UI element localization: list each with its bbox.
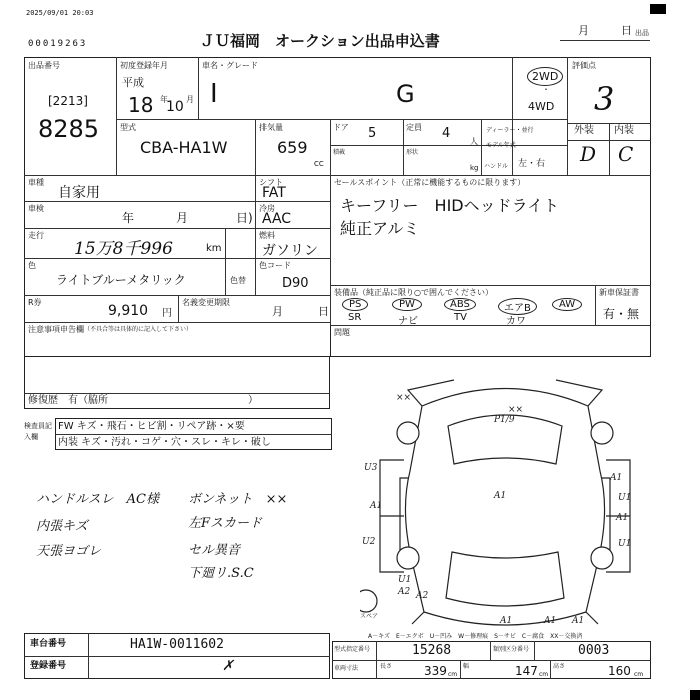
name-change-month: 月	[272, 305, 283, 318]
notes-label: 注意事項申告欄	[28, 325, 84, 334]
listing-bracket-code: [2213]	[48, 94, 88, 108]
car-damage-diagram	[360, 376, 650, 632]
aircon-label: 冷房	[259, 204, 275, 213]
equipment-bottom-label: TV	[454, 312, 467, 323]
handwritten-note: ボンネット ××	[188, 492, 288, 507]
damage-mark: ××	[396, 393, 412, 403]
width-label: 幅	[463, 663, 470, 670]
model-year-label: モデル年式	[486, 142, 516, 149]
sales-points-line1: キーフリー HIDヘッドライト	[340, 196, 560, 215]
registration-label: 初度登録年月	[120, 61, 168, 70]
registration-month: 10	[166, 99, 184, 115]
timestamp: 2025/09/01 20:03	[26, 9, 94, 17]
mileage-unit: km	[206, 243, 222, 254]
usage-value: 自家用	[58, 185, 100, 201]
damage-mark: U1	[618, 539, 632, 549]
width-value: 147	[515, 664, 538, 678]
vehicle-name-label: 車名・グレード	[202, 61, 258, 70]
recycle-label: R券	[28, 298, 42, 307]
recycle-value: 9,910	[108, 303, 149, 319]
inspection-month: 月	[176, 211, 189, 225]
drive-2wd: 2WD	[527, 67, 563, 86]
equipment-item-aw	[550, 298, 590, 324]
legend-row2: 内装 キズ・汚れ・コゲ・穴・スレ・キレ・破し	[58, 437, 271, 448]
evaluation-label: 評価点	[572, 61, 596, 70]
chassis-label: 車台番号	[30, 639, 67, 649]
fuel-label: 燃料	[259, 231, 275, 240]
registration-mark-top-right	[650, 4, 666, 14]
equipment-item-pw	[388, 298, 430, 327]
aircon-value: AAC	[262, 211, 292, 227]
equipment-top-label: ABS	[444, 298, 476, 311]
spare-tire	[360, 590, 377, 612]
name-change-label: 名義変更期限	[182, 298, 230, 307]
weight-label: 形状	[406, 149, 419, 156]
damage-mark: A2	[416, 591, 429, 601]
handwritten-note: 内張キズ	[36, 519, 88, 534]
mileage-value: 15万8千996	[74, 239, 173, 259]
load-label: 積載	[333, 149, 346, 156]
damage-mark: A1	[370, 501, 383, 511]
length-label: 長さ	[380, 663, 393, 670]
rear-window-outline	[446, 552, 564, 606]
color-code-label: 色コード	[259, 261, 291, 270]
doors-label: ドア	[333, 123, 349, 132]
displacement: 659	[277, 138, 308, 157]
vehicle-name: I	[210, 79, 218, 109]
serial-number: 00019263	[28, 39, 88, 49]
handle-label: ハンドル	[484, 163, 509, 170]
repair-close: ）	[248, 395, 258, 406]
damage-mark: A1	[616, 513, 629, 523]
registration-era: 平成	[122, 76, 144, 89]
recycle-unit: 円	[162, 308, 172, 319]
equipment-bottom-label: SR	[348, 312, 362, 323]
handwritten-note: ハンドルスレ AC様	[36, 492, 159, 507]
damage-mark: U3	[364, 463, 378, 473]
damage-mark: A1	[494, 491, 507, 501]
mileage-label: 走行	[28, 231, 44, 240]
class-label: 類別区分番号	[493, 646, 530, 653]
inspector-label: 検査員記入欄	[24, 422, 52, 441]
damage-mark: A1	[572, 616, 585, 626]
model-label: 型式	[120, 123, 136, 132]
registration-year-unit: 年	[160, 95, 168, 104]
shift-label: シフト	[259, 178, 283, 187]
new-car-warranty-label: 新車保証書	[599, 288, 639, 297]
inspection-label: 車検	[28, 204, 44, 213]
capacity-label: 定員	[406, 123, 422, 132]
drive-separator: ・	[542, 85, 550, 94]
exterior-grade: D	[580, 142, 597, 166]
height-label: 高さ	[553, 663, 566, 670]
class-number: 0003	[578, 643, 610, 658]
listing-number-label: 出品番号	[28, 61, 60, 70]
equipment-label: 装備品（純正品に限り○で囲んでください）	[334, 288, 493, 297]
handwritten-note: 左Fスカード	[188, 516, 263, 531]
equipment-bottom-label: ナビ	[398, 316, 418, 327]
damage-mark: U1	[398, 575, 412, 585]
exterior-label: 外装	[574, 125, 594, 136]
usage-label: 車種	[28, 178, 44, 187]
dims-label: 車両寸法	[334, 665, 359, 672]
handwritten-note: セル異音	[188, 543, 241, 558]
equipment-item-airbag	[496, 298, 540, 327]
model-code: CBA-HA1W	[140, 138, 228, 157]
equipment-bottom-label: カワ	[506, 316, 526, 327]
date-suffix: 出品	[635, 29, 649, 37]
damage-mark: A1	[610, 473, 623, 483]
equipment-item-ps	[338, 298, 380, 324]
interior-label: 内装	[614, 125, 634, 136]
wheel-rear-right	[591, 547, 613, 569]
new-car-warranty-value: 有・無	[603, 307, 640, 321]
width-unit: cm	[539, 671, 549, 678]
length-unit: cm	[448, 671, 458, 678]
color-code: D90	[282, 276, 309, 291]
length-value: 339	[424, 664, 447, 678]
displacement-label: 排気量	[259, 123, 283, 132]
issues-frame	[330, 325, 651, 357]
capacity: 4	[442, 126, 451, 141]
damage-mark: U1	[618, 493, 632, 503]
date-day: 日	[621, 24, 632, 37]
damage-mark: A1	[500, 616, 513, 626]
handwritten-note: 天張ヨゴレ	[36, 544, 102, 559]
equipment-top-label: AW	[552, 298, 582, 311]
notes-hint: （不具合等は具体的に記入して下さい）	[84, 326, 193, 333]
damage-mark: P1/9	[494, 415, 515, 425]
date-month: 月	[578, 24, 589, 37]
damage-legend: A－キズ E－エクボ U－凹み W－修理痕 S－サビ C－腐食 XX－交換済	[368, 633, 583, 640]
sales-points-label: セールスポイント（正常に機能するものに限ります）	[334, 178, 526, 187]
inspection-year: 年	[122, 211, 135, 225]
plate-label: 登録番号	[30, 661, 67, 671]
kg-unit: kg	[470, 164, 479, 172]
auth-label: 型式指定番号	[334, 646, 371, 653]
handle-value: 左・右	[518, 159, 546, 169]
equipment-top-label: PS	[342, 298, 368, 311]
listing-number: 8285	[38, 115, 100, 143]
chassis-number: HA1W-0011602	[130, 637, 224, 652]
damage-mark: ××	[508, 405, 524, 415]
capacity-unit: 人	[470, 137, 478, 146]
registration-month-unit: 月	[186, 95, 194, 104]
issues-label: 問題	[334, 328, 350, 337]
color-value: ライトブルーメタリック	[56, 273, 186, 287]
vehicle-grade: G	[396, 80, 415, 108]
wheel-front-left	[397, 422, 419, 444]
registration-year: 18	[128, 93, 154, 117]
height-unit: cm	[634, 671, 644, 678]
color-label: 色	[28, 261, 36, 270]
dealer-label: ディーラー・並行	[486, 127, 534, 134]
doors: 5	[368, 126, 377, 141]
damage-mark: U2	[362, 537, 376, 547]
wheel-rear-left	[397, 547, 419, 569]
auth-number: 15268	[412, 643, 452, 658]
shift-value: FAT	[262, 185, 286, 201]
spare-label: スペア	[360, 613, 379, 620]
interior-grade: C	[618, 142, 634, 166]
damage-mark: A1	[544, 616, 557, 626]
sales-points-line2: 純正アルミ	[340, 219, 420, 238]
height-value: 160	[608, 664, 631, 678]
registration-mark-bottom-right	[690, 690, 700, 700]
equipment-top-label: PW	[392, 298, 422, 311]
repair-label: 修復歴 有（脇所	[28, 395, 108, 406]
legend-row1: FW キズ・飛石・ヒビ割・リペア跡・×要	[58, 421, 245, 432]
damage-mark: A2	[398, 587, 411, 597]
inspection-day: 日)	[236, 211, 253, 225]
fuel-value: ガソリン	[262, 243, 318, 259]
plate-mark: ✗	[222, 658, 234, 674]
displacement-unit: CC	[314, 160, 324, 168]
handwritten-note: 下廻リ.S.C	[188, 566, 254, 581]
name-change-day: 日	[318, 305, 329, 318]
evaluation-score: 3	[594, 80, 615, 118]
drive-4wd: 4WD	[528, 100, 555, 113]
form-title: ＪＵ福岡 オークション出品申込書	[200, 32, 440, 50]
equipment-item-abs	[442, 298, 486, 324]
equipment-top-label: エアB	[498, 298, 537, 315]
wheel-front-right	[591, 422, 613, 444]
color-change-label: 色替	[230, 276, 246, 285]
